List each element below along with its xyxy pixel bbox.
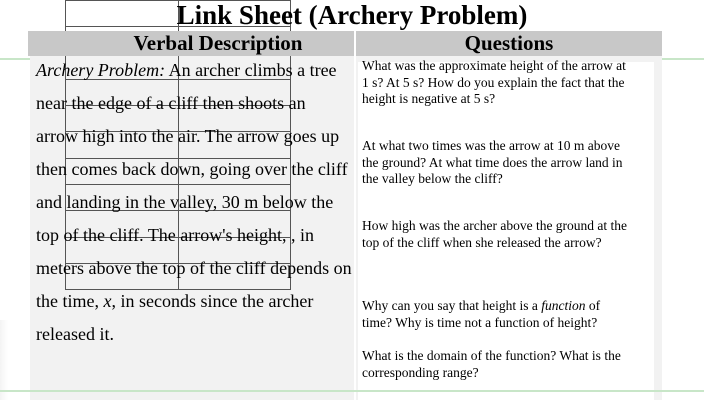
question-4-part-1: Why can you say that height is a [362, 298, 542, 313]
description-part-3: , in seconds since the archer released it. [36, 291, 314, 344]
description-part-1: An archer climbs a tree near the edge of a cliff then shoots an arrow high into the air. The arrow goes up then comes back down, going over the cliff and landing in the valley, 30 m below the top of the cliff. The arrow's height, [36, 60, 348, 245]
questions-header [356, 31, 662, 56]
verbal-description-header-label: Verbal Description [133, 31, 303, 55]
question-4-emphasis: function [541, 298, 586, 313]
question-3: How high was the archer above the ground at the top of the cliff when she released the arrow? [362, 218, 628, 250]
verbal-description-header [28, 31, 354, 56]
problem-label: Archery Problem: [36, 60, 166, 80]
verbal-description-text [36, 54, 352, 351]
question-2: At what two times was the arrow at 10 m above the ground? At what time does the arrow land in the valley below the cliff? [362, 138, 623, 186]
left-edge-shadow [0, 320, 8, 400]
questions-header-label: Questions [464, 31, 554, 55]
page-title: Link Sheet (Archery Problem) [176, 0, 528, 30]
question-1: What was the approximate height of the arrow at 1 s? At 5 s? How do you explain the fact that the height is negative at 5 s? [362, 58, 626, 106]
question-4-part-2: of time? Why is time not a function of height? [362, 298, 601, 330]
green-guide-line-bottom [0, 390, 704, 392]
question-5: What is the domain of the function? What is the corresponding range? [362, 348, 621, 380]
question-4 [362, 298, 632, 348]
variable-x: x [103, 291, 112, 311]
green-guide-line-right [662, 58, 704, 60]
green-guide-line-left [0, 58, 30, 60]
questions-list [362, 58, 632, 381]
description-part-2: , in meters above the top of the cliff depends on the time, [36, 225, 352, 311]
